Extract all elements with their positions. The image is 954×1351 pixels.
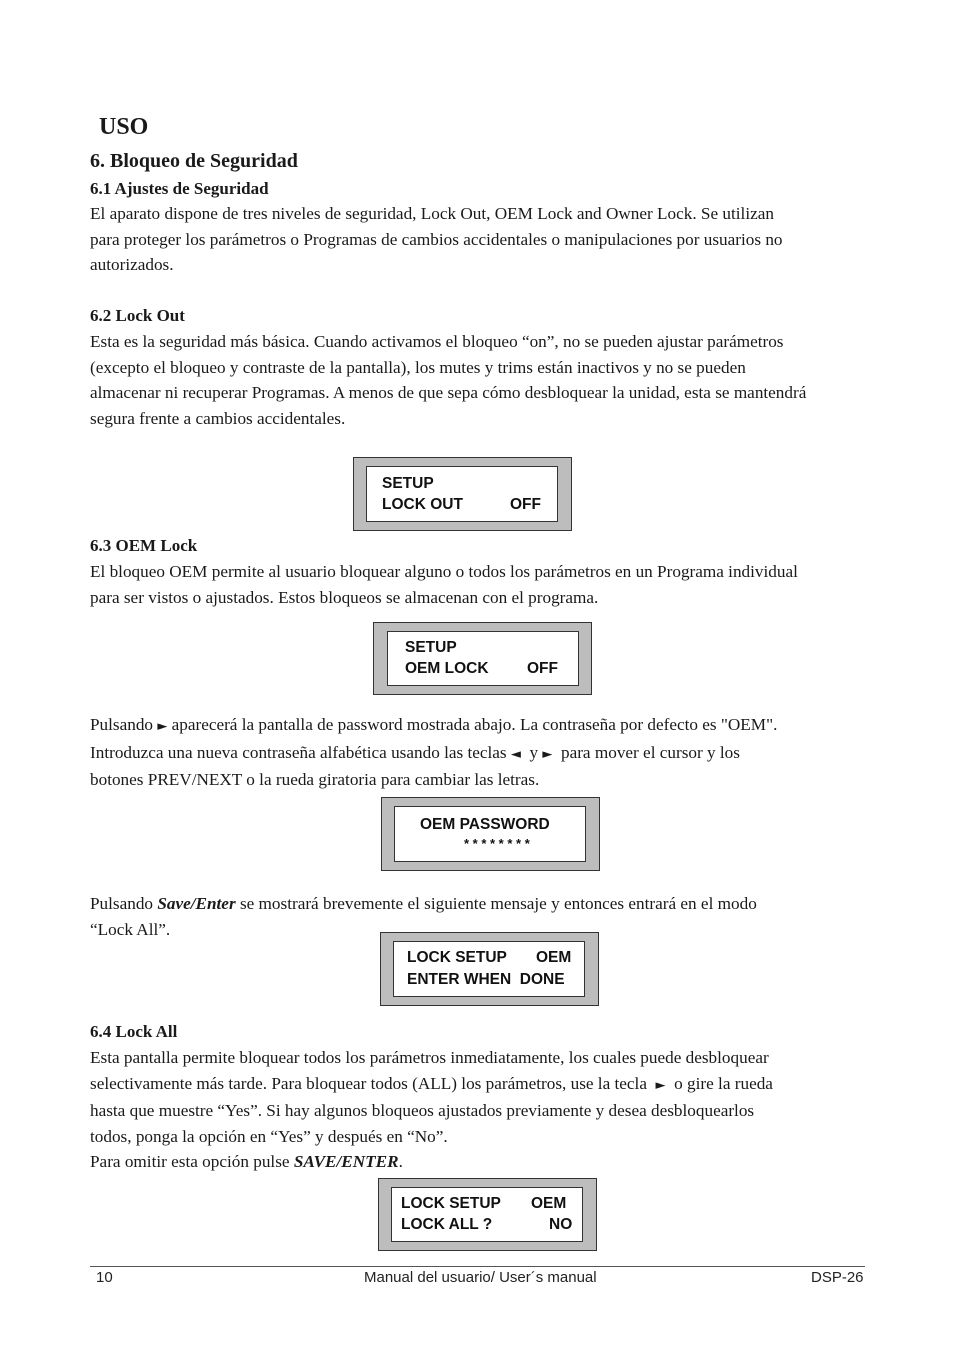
right-arrow-icon: ►: [157, 719, 168, 734]
text-line: para proteger los parámetros o Programas de cambios accidentales o manipulaciones por usuarios no: [90, 229, 783, 249]
text-segment: o gire la rueda: [674, 1073, 773, 1093]
footer-divider: [90, 1266, 865, 1267]
text-line: segura frente a cambios accidentales.: [90, 408, 346, 428]
lcd-line-2-label: LOCK ALL ?: [401, 1216, 493, 1233]
text-segment: aparecerá la pantalla de password mostrada abajo. La contraseña por defecto es "OEM".: [171, 715, 778, 734]
text-line: El aparato dispone de tres niveles de seguridad, Lock Out, OEM Lock and Owner Lock. Se utilizan: [90, 204, 774, 223]
emphasis-save-enter: Save/Enter: [157, 894, 236, 913]
lcd-display-lock-all: [378, 1178, 597, 1251]
text-segment: y: [529, 742, 539, 762]
lcd-screen: [366, 466, 558, 522]
text-segment: Para omitir esta opción pulse: [90, 1152, 290, 1172]
text-line: [90, 1071, 898, 1099]
lcd-line-1: OEM PASSWORD: [420, 816, 550, 833]
subsection-6-4-text: [90, 1045, 898, 1175]
lcd-line-1-label: LOCK SETUP: [407, 949, 507, 966]
lcd-display-oem-password: [381, 797, 600, 871]
text-line: (excepto el bloqueo y contraste de la pantalla), los mutes y trims están inactivos y no se pueden: [90, 357, 746, 377]
text-segment: se mostrará brevemente el siguiente mensaje y entonces entrará en el modo: [239, 894, 757, 913]
text-line: todos, ponga la opción en “Yes” y después en “No”.: [90, 1126, 448, 1146]
footer-title: Manual del usuario/ User´s manual: [364, 1269, 597, 1286]
chapter-title: USO: [99, 114, 149, 140]
subsection-6-3-text: [90, 559, 898, 610]
lcd-line-1-label: LOCK SETUP: [401, 1195, 501, 1212]
lcd-display-lock-setup: [380, 932, 599, 1006]
text-line: para ser vistos o ajustados. Estos bloqueos se almacenan con el programa.: [90, 587, 599, 607]
text-segment: Pulsando: [90, 715, 154, 734]
page-number: 10: [96, 1269, 113, 1286]
right-arrow-icon: ►: [542, 746, 553, 762]
password-paragraph: [90, 712, 898, 793]
text-segment: Pulsando: [90, 894, 154, 913]
subsection-6-4-title: 6.4 Lock All: [90, 1022, 178, 1041]
lcd-line-1-value: OEM: [536, 949, 572, 966]
lcd-screen: [391, 1187, 583, 1242]
footer-model: DSP-26: [811, 1269, 864, 1286]
lcd-line-2-value: OFF: [527, 660, 558, 677]
lcd-screen: [387, 631, 579, 686]
lcd-display-oem-lock: [373, 622, 592, 695]
text-line: [90, 891, 898, 917]
lcd-line-2-value: OFF: [510, 496, 541, 513]
text-segment: para mover el cursor y los: [560, 742, 740, 762]
lcd-line-2-value: NO: [549, 1216, 573, 1233]
lcd-line-1-value: OEM: [531, 1195, 567, 1212]
left-arrow-icon: ◄: [510, 746, 521, 762]
text-line: hasta que muestre “Yes”. Si hay algunos bloqueos ajustados previamente y desea desbloquearlos: [90, 1101, 755, 1121]
text-line: [90, 1149, 898, 1175]
lcd-password-mask: * * * * * * * *: [464, 836, 530, 851]
text-segment: .: [398, 1152, 403, 1172]
lcd-screen: [393, 941, 585, 997]
lcd-line-2: ENTER WHEN DONE: [407, 971, 565, 988]
lcd-line-2-label: LOCK OUT: [382, 496, 463, 513]
text-line: [90, 712, 898, 740]
lcd-line-1: SETUP: [382, 475, 434, 492]
text-segment: selectivamente más tarde. Para bloquear todos (ALL) los parámetros, use la tecla: [90, 1073, 647, 1093]
text-line: Esta pantalla permite bloquear todos los parámetros inmediatamente, los cuales puede desbloquear: [90, 1048, 769, 1067]
lcd-screen: [394, 806, 586, 862]
text-line: [90, 740, 898, 768]
text-line: El bloqueo OEM permite al usuario bloquear alguno o todos los parámetros en un Programa individual: [90, 562, 798, 581]
lcd-line-2-label: OEM LOCK: [405, 660, 489, 677]
right-arrow-icon: ►: [655, 1077, 666, 1093]
subsection-6-1-title: 6.1 Ajustes de Seguridad: [90, 179, 269, 198]
text-line: botones PREV/NEXT o la rueda giratoria para cambiar las letras.: [90, 770, 540, 790]
subsection-6-2-text: [90, 329, 898, 431]
text-line: autorizados.: [90, 255, 174, 275]
subsection-6-1-text: [90, 201, 898, 278]
text-line: “Lock All”.: [90, 919, 171, 939]
lcd-line-1: SETUP: [405, 639, 457, 656]
text-segment: Introduzca una nueva contraseña alfabética usando las teclas: [90, 742, 507, 762]
text-line: Esta es la seguridad más básica. Cuando activamos el bloqueo “on”, no se pueden ajustar parámetros: [90, 332, 784, 351]
text-line: almacenar ni recuperar Programas. A menos de que sepa cómo desbloquear la unidad, esta se mantendrá: [90, 383, 807, 403]
subsection-6-3-title: 6.3 OEM Lock: [90, 536, 198, 555]
section-title: 6. Bloqueo de Seguridad: [90, 150, 298, 172]
subsection-6-2-title: 6.2 Lock Out: [90, 306, 185, 325]
emphasis-save-enter: SAVE/ENTER: [293, 1152, 399, 1172]
lcd-display-lock-out: [353, 457, 572, 531]
